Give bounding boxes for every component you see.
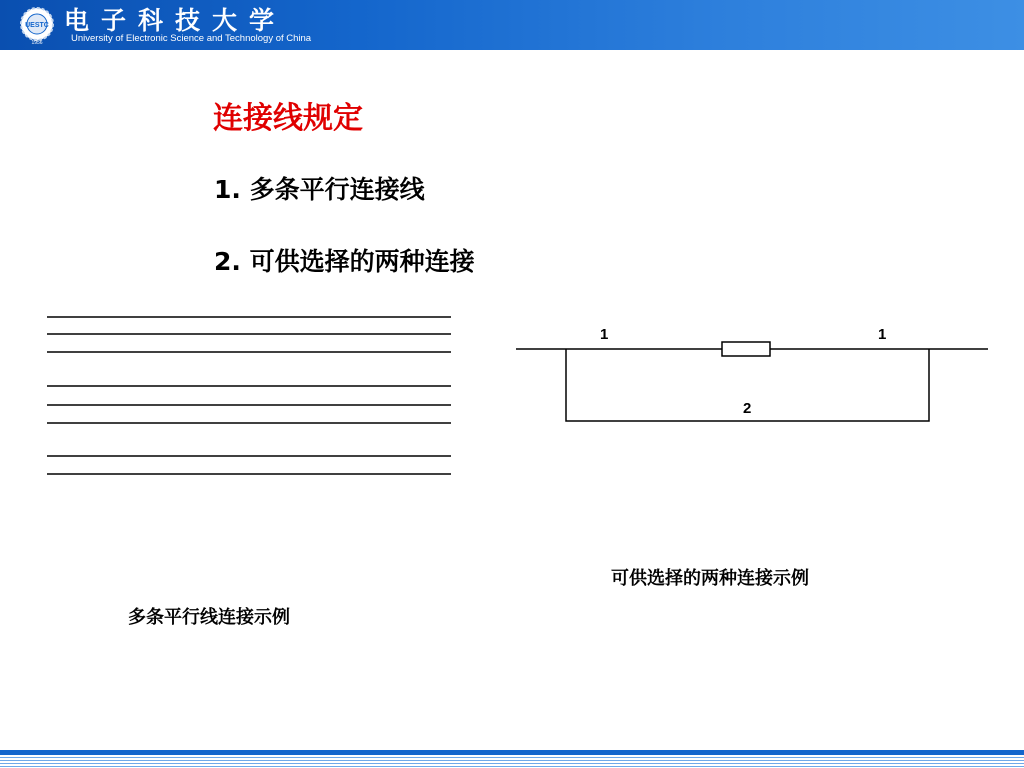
connection-options-figure	[0, 300, 1000, 440]
caption-connection-options: 可供选择的两种连接示例	[611, 568, 809, 589]
connection-label-1-left: 1	[600, 326, 609, 343]
connection-label-1-right: 1	[878, 326, 887, 343]
university-name-cn: 电子科技大学	[64, 6, 287, 35]
bullet-point-1: 1. 多条平行连接线	[214, 175, 425, 204]
header-bar	[0, 0, 1024, 50]
bullet-point-2: 2. 可供选择的两种连接	[214, 247, 475, 276]
caption-parallel-lines: 多条平行线连接示例	[128, 607, 290, 628]
connection-label-2: 2	[743, 400, 752, 417]
svg-text:1956: 1956	[31, 40, 43, 46]
svg-text:UESTC: UESTC	[25, 22, 49, 29]
resistor-component	[722, 342, 770, 356]
university-name-en: University of Electronic Science and Technology of China	[71, 33, 312, 44]
slide-title: 连接线规定	[213, 101, 363, 136]
uestc-emblem-icon	[18, 4, 56, 46]
footer-stripes	[0, 740, 1024, 768]
